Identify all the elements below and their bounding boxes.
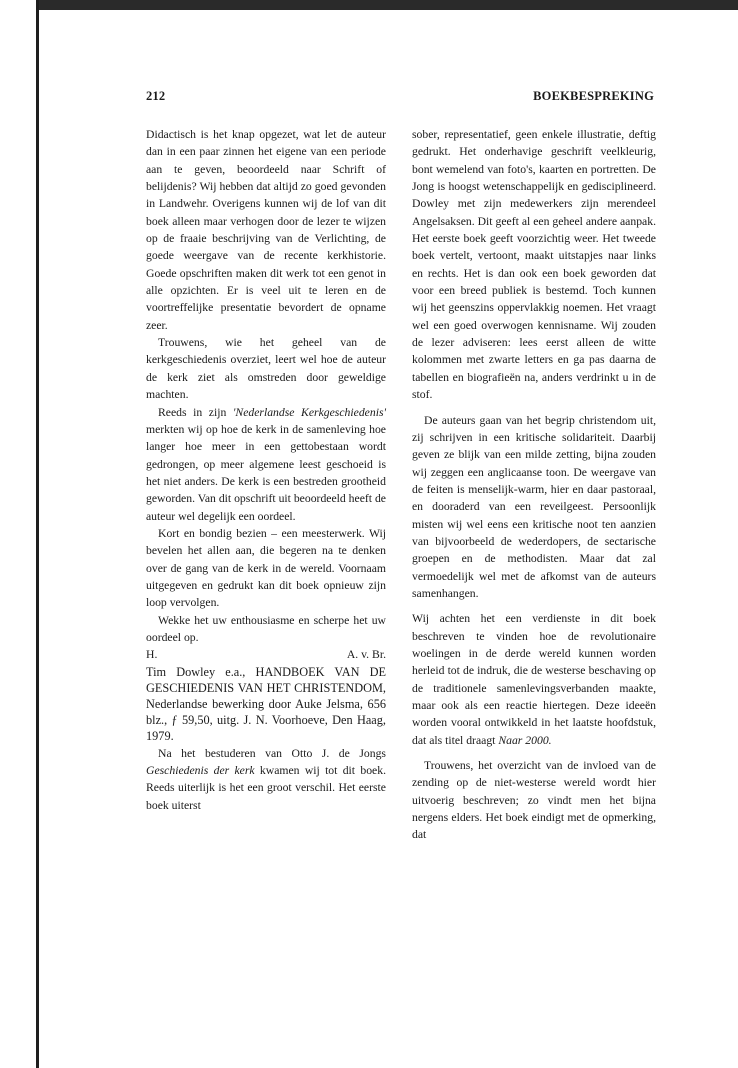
paragraph: Kort en bondig bezien – een meesterwerk. Wij bevelen het allen aan, die begeren na te denken over de gang van de kerk in de wereld. Voornaam uitgegeven en gedrukt kan dit boek opnieuw zijn loop vervolgen. [146, 526, 386, 610]
book-title: 'Nederlandse Kerkgeschiedenis' [232, 405, 386, 419]
paragraph [146, 404, 386, 525]
paragraph: Didactisch is het knap opgezet, wat let de auteur dan in een paar zinnen het eigene van een periode aan te geven, beoordeeld naar Schrift of belijdenis? Wij hebben dat altijd zo goed gevonden in Landwehr. Overigens kunnen wij de lof van dit boek alleen maar verhogen door de lezer te wijzen op de fraaie beschrijving van de Verlichting, de goede weergave van de recente kerkhistorie. Goede opschriften maken dit werk tot een genot in alle opzichten. Er is veel uit te leren en de voortreffelijke presentatie bevordert de opname zeer. [146, 128, 386, 332]
paragraph-text: Reeds in zijn [158, 405, 233, 419]
paragraph: Trouwens, het overzicht van de invloed van de zending op de niet-westerse wereld wordt hier uitvoerig beschreven; zo vindt men het bijna nergens elders. Het boek eindigt met de opmerking, dat [412, 759, 656, 842]
paragraph: sober, representatief, geen enkele illustratie, deftig gedrukt. Het onderhavige geschrift veelkleurig, bont wemelend van foto's, kaarten en portretten. De Jong is hoogst wetenschappelijk en gedisciplineerd. Dowley met zijn medewerkers zijn merendeel Angelsaksen. Dit geeft al een geheel andere aanpak. Het eerste boek geeft voorzichtig weer. Het tweede boek vertelt, vertoont, maakt uitstapjes naar links en rechts. Het is dan ook een boek geworden dat voor een breed publiek is bestemd. Toch kunnen wij het geenszins oppervlakkig noemen. Het vraagt wel een goed overwogen kennisname. Wij zouden de lezer adviseren: lees eerst alleen de witte kolommen met zwarte letters en ga pas daarna de tabellen en biografieën na, anders verdrinkt u in de stof. [412, 128, 656, 402]
signature-line [146, 646, 386, 663]
scan-border-left [36, 0, 39, 1068]
book-reference: Tim Dowley e.a., HANDBOEK VAN DE GESCHIEDENIS VAN HET CHRISTENDOM, Nederlandse bewerking door Auke Jelsma, 656 blz., ƒ 59,50, uitg. J. N. Voorhoeve, Den Haag, 1979. [146, 664, 386, 744]
signature-left: H. [146, 648, 158, 662]
paragraph [412, 610, 656, 749]
paragraph-text: Na het bestuderen van Otto J. de Jongs [158, 746, 386, 760]
book-title: Geschiedenis der kerk [146, 764, 255, 778]
chapter-title: Naar 2000. [498, 733, 552, 747]
paragraph: Trouwens, wie het geheel van de kerkgeschiedenis overziet, leert wel hoe de auteur de kerk ziet als omstreden door geweldige machten. [146, 336, 386, 402]
paragraph-text: kwamen wij tot dit boek. Reeds uiterlijk is het een groot verschil. Het eerste boek uiterst [146, 764, 386, 812]
page-number: 212 [146, 89, 166, 103]
paragraph-text: merkten wij op hoe de kerk in de samenleving hoe langer hoe meer in een gettobestaan wordt gedrongen, op meer algemene leest geschoeid is het niet anders. De kerk is een bestreden grootheid geworden. Van dit opschrift uit beoordeeld heeft de auteur wel degelijk een oordeel. [146, 422, 386, 523]
reviewer-initials: A. v. Br. [346, 648, 386, 662]
left-column [146, 126, 386, 814]
paragraph: Wekke het uw enthousiasme en scherpe het uw oordeel op. [146, 613, 386, 644]
running-head: BOEKBESPREKING [533, 89, 654, 103]
paragraph-text: Wij achten het een verdienste in dit boek beschreven te vinden hoe de revolutionaire woelingen in de derde wereld kunnen worden herleid tot de indruk, die de westerse beschaving op de traditionele samenlevingsverbanden maakte, maar ook als een reactie hiertegen. Deze ideeën worden vooral ontwikkeld in het laatste hoofdstuk, dat als titel draagt [412, 612, 656, 747]
paragraph: De auteurs gaan van het begrip christendom uit, zij schrijven in een kritische solidariteit. Daarbij geven ze blijk van een milde zetting, bijna zouden wij zeggen een anglicaanse toon. De weergave van de feiten is menselijk-warm, hier en daar pastoraal, en dooraderd van een reveilgeest. Persoonlijk misten wij wel eens een kritische noot ten aanzien van bijvoorbeeld de wederdopers, de sectarische groepen en de methodisten. Maar dat zal vermoedelijk wel met de afkomst van de auteurs samenhangen. [412, 413, 656, 600]
right-column [412, 126, 656, 844]
scan-border-top [38, 0, 738, 10]
paragraph [146, 745, 386, 814]
